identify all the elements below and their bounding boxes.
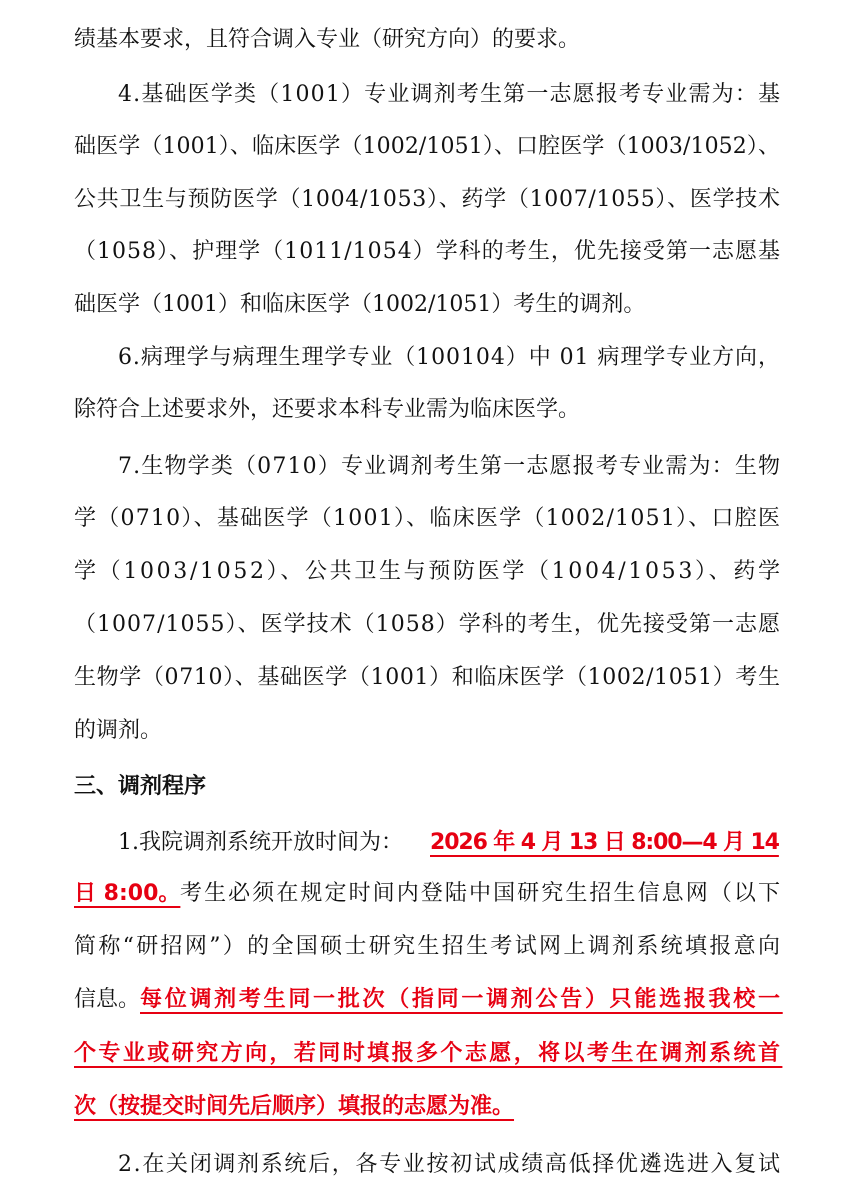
line-text: 考生必须在规定时间内登陆中国研究生招生信息网（以下 bbox=[180, 881, 783, 906]
line-text: 公共卫生与预防医学（1004/1053）、药学（1007/1055）、医学技术 bbox=[74, 187, 781, 212]
line-text: 础医学（1001）、临床医学（1002/1051）、口腔医学（1003/1052）、 bbox=[74, 134, 781, 159]
one-choice-rule: 个专业或研究方向，若同时填报多个志愿，将以考生在调剂系统首 bbox=[74, 1041, 783, 1066]
paragraph-line bbox=[0, 447, 845, 487]
paragraph-line bbox=[0, 605, 845, 645]
line-text: （1007/1055）、医学技术（1058）学科的考生，优先接受第一志愿 bbox=[74, 612, 782, 637]
procedure-item-1-line bbox=[0, 1034, 845, 1074]
opening-time-highlight: 2026 年 4 月 13 日 8:00—4 月 14 bbox=[430, 830, 779, 855]
item1-prefix: 1.我院调剂系统开放时间为： bbox=[118, 830, 403, 855]
paragraph-line bbox=[0, 658, 845, 698]
line-text: 6.病理学与病理生理学专业（100104）中 01 病理学专业方向， bbox=[118, 345, 781, 370]
paragraph-line bbox=[0, 499, 845, 539]
paragraph-line bbox=[0, 127, 845, 167]
one-choice-rule: 次（按提交时间先后顺序）填报的志愿为准。 bbox=[74, 1094, 515, 1119]
line-text: 生物学（0710）、基础医学（1001）和临床医学（1002/1051）考生 bbox=[74, 665, 781, 690]
paragraph-line bbox=[0, 20, 845, 60]
procedure-item-1-line bbox=[0, 927, 845, 967]
line-text: 7.生物学类（0710）专业调剂考生第一志愿报考专业需为：生物 bbox=[118, 454, 782, 479]
procedure-item-1-line bbox=[0, 980, 845, 1020]
section-heading-text: 三、调剂程序 bbox=[74, 774, 207, 799]
line-text: 2.在关闭调剂系统后，各专业按初试成绩高低择优遴选进入复试 bbox=[118, 1152, 782, 1177]
paragraph-line bbox=[0, 711, 845, 751]
opening-time-end: 日 8:00。 bbox=[74, 881, 181, 906]
line-text: 础医学（1001）和临床医学（1002/1051）考生的调剂。 bbox=[74, 292, 646, 317]
line-text: 学（0710）、基础医学（1001）、临床医学（1002/1051）、口腔医 bbox=[74, 506, 782, 531]
line-text: 绩基本要求，且符合调入专业（研究方向）的要求。 bbox=[74, 27, 581, 52]
line-text: 信息。 bbox=[74, 987, 141, 1012]
paragraph-line bbox=[0, 180, 845, 220]
line-text: 学（1003/1052）、公共卫生与预防医学（1004/1053）、药学 bbox=[74, 559, 783, 584]
line-text: （1058）、护理学（1011/1054）学科的考生，优先接受第一志愿基 bbox=[74, 239, 782, 264]
section-heading bbox=[0, 767, 845, 807]
paragraph-line bbox=[0, 285, 845, 325]
paragraph-line bbox=[0, 338, 845, 378]
procedure-item-1-line bbox=[0, 1087, 845, 1127]
one-choice-rule: 每位调剂考生同一批次（指同一调剂公告）只能选报我校一 bbox=[140, 987, 783, 1012]
procedure-item-1-line bbox=[0, 874, 845, 914]
line-text: 除符合上述要求外，还要求本科专业需为临床医学。 bbox=[74, 397, 581, 422]
paragraph-line bbox=[0, 552, 845, 592]
paragraph-line bbox=[0, 390, 845, 430]
line-text: 的调剂。 bbox=[74, 718, 163, 743]
paragraph-line bbox=[0, 75, 845, 115]
line-text: 4.基础医学类（1001）专业调剂考生第一志愿报考专业需为：基 bbox=[118, 82, 782, 107]
procedure-item-1-line bbox=[0, 823, 845, 863]
paragraph-line bbox=[0, 232, 845, 272]
procedure-item-2-line bbox=[0, 1145, 845, 1185]
line-text: 简称“研招网”）的全国硕士研究生招生考试网上调剂系统填报意向 bbox=[74, 934, 783, 959]
